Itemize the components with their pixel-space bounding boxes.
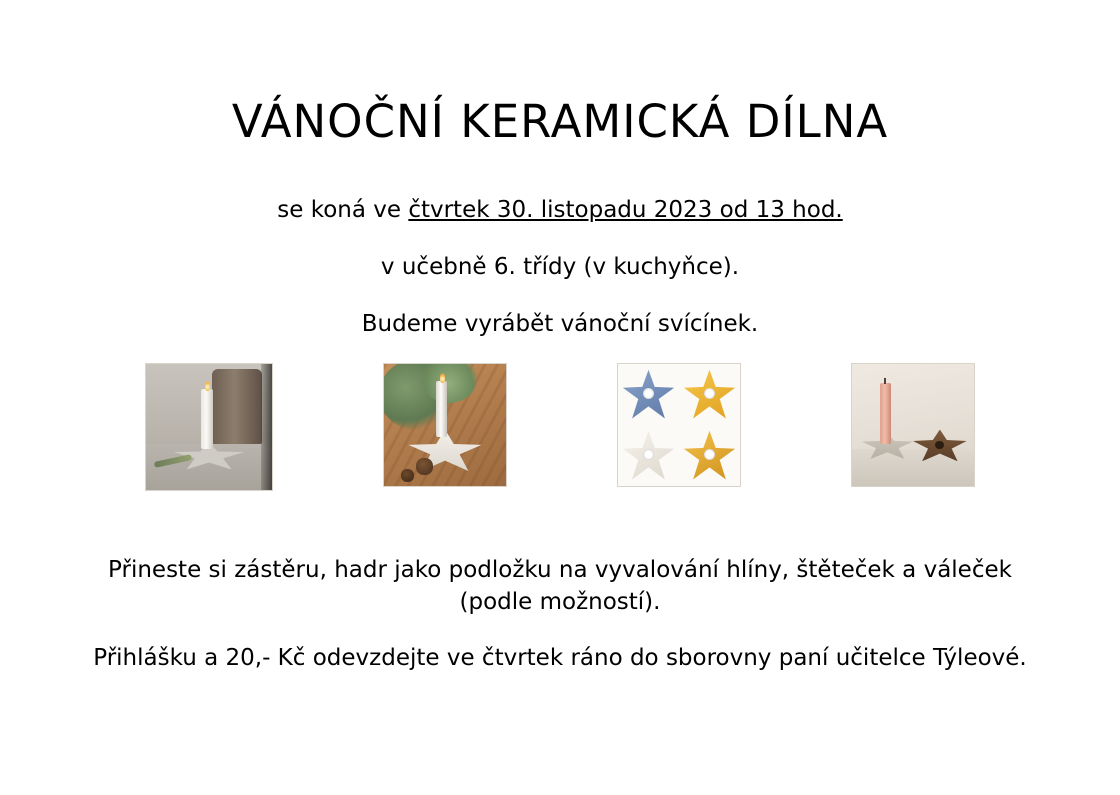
photo4-pink-candle <box>880 383 891 444</box>
event-place-line: v učebně 6. třídy (v kuchyňce). <box>380 253 740 280</box>
photo-grey-star-candleholder <box>145 363 273 491</box>
photo2-flame <box>440 373 445 383</box>
event-date-line <box>0 195 1120 226</box>
photo1-dark-vase <box>212 369 262 445</box>
photo3-white-star-left-hole <box>643 449 654 460</box>
photo3-cell-yellow <box>679 364 740 425</box>
bring-items-note: (podle možností). <box>459 589 661 616</box>
photo3-blue-star-hole <box>643 388 654 399</box>
photo-wooden-star-candleholder <box>851 363 975 487</box>
photo1-shadow-edge <box>261 364 272 490</box>
photo3-yellow-star-hole <box>704 388 715 399</box>
instructions-block <box>0 554 1120 675</box>
event-date-emphasis: čtvrtek 30. listopadu 2023 od 13 hod. <box>408 196 843 223</box>
photo-four-star-candleholders <box>617 363 741 487</box>
photo3-cell-gold <box>679 425 740 486</box>
photo3-cell-blue <box>618 364 679 425</box>
photo2-pinecone <box>416 458 433 475</box>
application-fee-line: Přihlášku a 20,- Kč odevzdejte ve čtvrtek ráno do sborovny paní učitelce Týleové. <box>93 644 1027 671</box>
photo2-pinecone-small <box>401 469 414 482</box>
event-activity-line: Budeme vyrábět vánoční svícínek. <box>361 310 759 337</box>
photo2-candle <box>436 381 447 437</box>
page-title: VÁNOČNÍ KERAMICKÁ DÍLNA <box>231 95 889 148</box>
bring-items-line <box>0 554 1120 619</box>
photo-white-star-candleholder-wood <box>383 363 507 487</box>
photo3-gold-star-hole <box>704 449 715 460</box>
photo-gallery <box>0 363 1120 491</box>
photo3-cell-white-left <box>618 425 679 486</box>
photo1-candle <box>201 389 212 449</box>
photo3-grid <box>618 364 740 486</box>
photo4-wooden-star-hole <box>935 441 944 450</box>
event-date-prefix: se koná ve <box>277 196 409 223</box>
bring-items-text: Přineste si zástěru, hadr jako podložku na vyvalování hlíny, štěteček a váleček <box>108 556 1012 583</box>
photo4-candle-wick <box>884 378 886 384</box>
photo4-table-surface <box>852 449 974 486</box>
photo1-flame <box>205 381 211 391</box>
